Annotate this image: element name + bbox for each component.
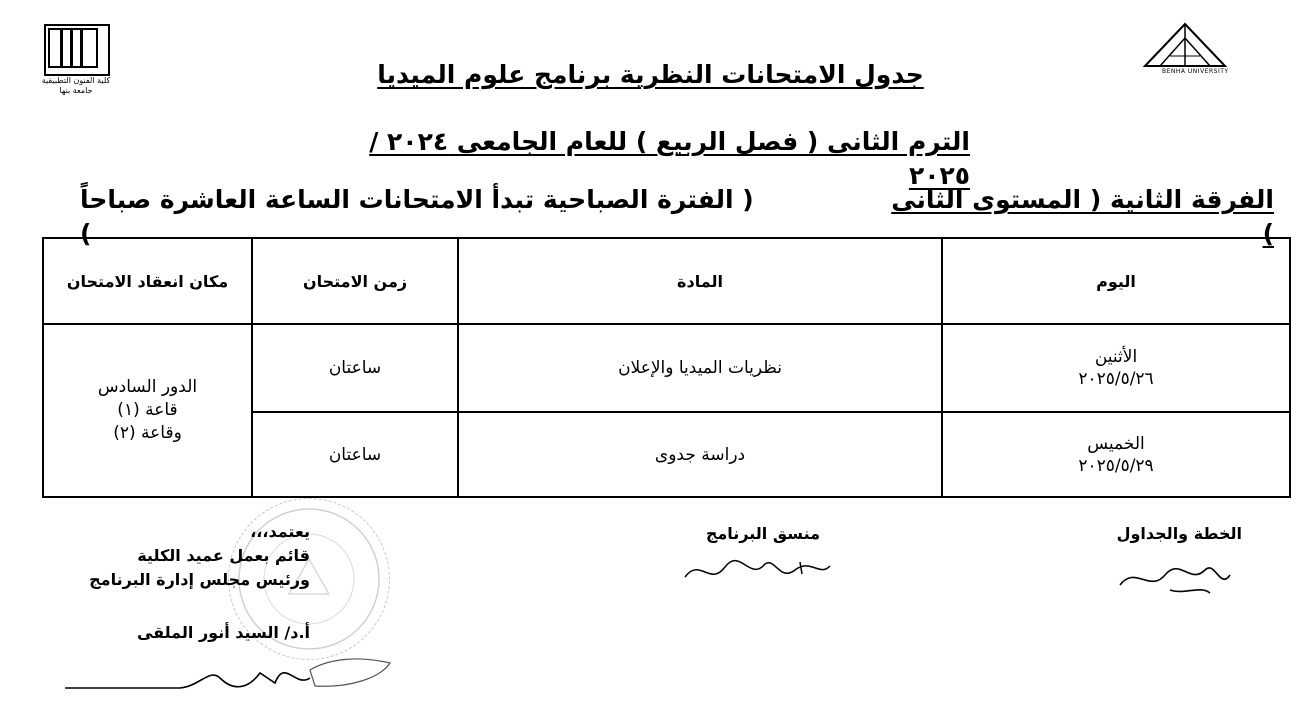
approval-line: يعتمد،،، — [250, 522, 310, 541]
cell-subject: دراسة جدوى — [458, 412, 942, 497]
exam-schedule-table — [42, 237, 1291, 498]
table-header-row — [43, 238, 1290, 324]
approval-line: قائم بعمل عميد الكلية — [137, 546, 310, 565]
header-subject: المادة — [458, 238, 942, 324]
university-logo-caption: BENHA UNIVERSITY — [1162, 68, 1229, 75]
cell-duration: ساعتان — [252, 412, 458, 497]
approval-line: ورئيس مجلس إدارة البرنامج — [89, 570, 310, 589]
coordinator-label: منسق البرنامج — [705, 524, 820, 543]
cell-duration: ساعتان — [252, 324, 458, 412]
page-title: جدول الامتحانات النظرية برنامج علوم الميديا — [377, 60, 924, 89]
coordinator-signature — [680, 552, 840, 592]
header-duration: زمن الامتحان — [252, 238, 458, 324]
dean-name: أ.د/ السيد أنور الملقى — [136, 623, 310, 642]
period-line: ( الفترة الصباحية تبدأ الامتحانات الساعة العاشرة صباحاً ) — [80, 185, 754, 248]
header-day: اليوم — [942, 238, 1290, 324]
table-row — [43, 324, 1290, 412]
planning-signature — [1110, 555, 1240, 600]
term-line: الترم الثانى ( فصل الربيع ) للعام الجامعى ٢٠٢٤ / ٢٠٢٥ — [369, 127, 970, 190]
cell-place: الدور السادس قاعة (١) وقاعة (٢) — [43, 324, 252, 497]
cell-subject: نظريات الميديا والإعلان — [458, 324, 942, 412]
level-line: الفرقة الثانية ( المستوى الثانى ) — [891, 185, 1274, 248]
planning-label: الخطة والجداول — [1116, 524, 1242, 543]
dean-signature — [60, 648, 400, 708]
cell-day: الخميس ٢٠٢٥/٥/٢٩ — [942, 412, 1290, 497]
header-place: مكان انعقاد الامتحان — [43, 238, 252, 324]
faculty-logo-caption: كلية الفنون التطبيقية — [41, 76, 111, 85]
approval-block — [40, 520, 310, 592]
cell-day: الأثنين ٢٠٢٥/٥/٢٦ — [942, 324, 1290, 412]
faculty-logo-subcaption: جامعة بنها — [59, 86, 93, 95]
